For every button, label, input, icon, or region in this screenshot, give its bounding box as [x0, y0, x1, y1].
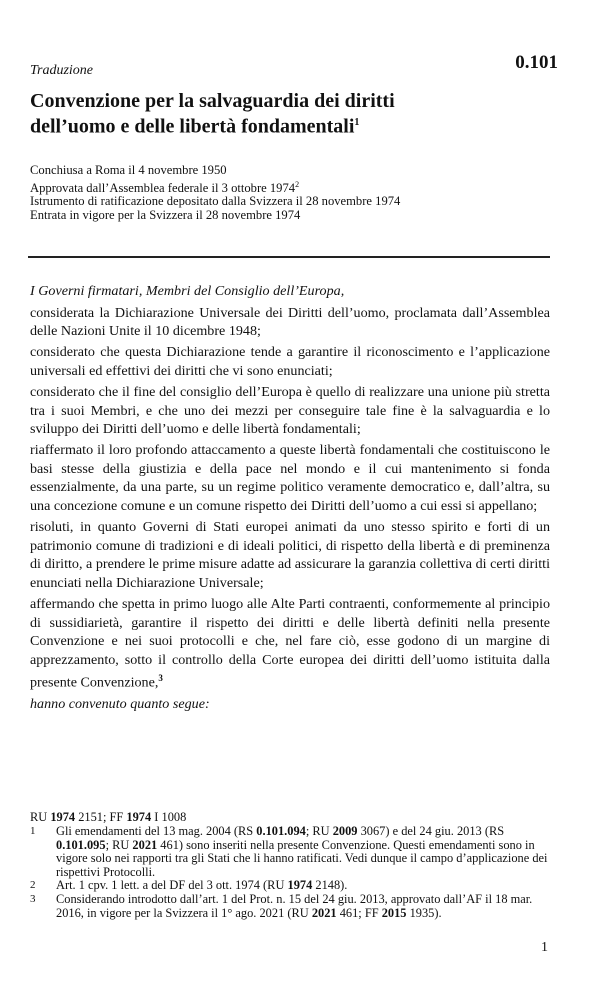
meta-ratification: Istrumento di ratificazione depositato dalla Svizzera il 28 novembre 1974 — [30, 194, 401, 209]
footnote-ref-2[interactable]: 2 — [295, 179, 300, 189]
meta-concluded: Conchiusa a Roma il 4 novembre 1950 — [30, 163, 227, 177]
preamble: I Governi firmatari, Membri del Consiglio dell’Europa, — [30, 283, 345, 299]
footnote-number: 2 — [30, 879, 36, 892]
title-line-2: dell’uomo e delle libertà fondamentali$^1$ — [30, 115, 360, 138]
footnote-ref-3[interactable]: 3 — [158, 673, 163, 684]
closing-formula: hanno convenuto quanto segue: — [30, 696, 210, 713]
recital-4: riaffermato il loro profondo attaccamento a queste libertà fondamentali che costituiscono le basi stesse della giustizia e della pace nel mondo e il cui mantenimento si fonda essenzialmente, da una parte, su un regime politico veramente democratico e, dall’altra, su una concezione comune e un comune rispetto dei Diritti dell’uomo a cui essi si appellano; — [30, 442, 550, 515]
recital-5: risoluti, in quanto Governi di Stati europei animati da uno stesso spirito e forti di un patrimonio comune di tradizioni e di ideali politici, di rispetto della libertà e di preminenza di diritto, a prendere le prime misure adatte ad assicurare la garanzia collettiva di certi diritti enunciati nella Dichiarazione Universale; — [30, 519, 550, 591]
recital-1: considerata la Dichiarazione Universale dei Diritti dell’uomo, proclamata dall’Assemblea delle Nazioni Unite il 10 dicembre 1948; — [30, 304, 550, 340]
document-meta — [30, 164, 570, 222]
footnote-ref-1[interactable]: 1 — [354, 117, 360, 128]
footnotes — [30, 825, 550, 920]
translation-label: Traduzione — [30, 63, 94, 78]
footnote-3: 3 Considerando introdotto dall’art. 1 del Prot. n. 15 del 24 giu. 2013, approvato dall’AF il 18 mar. 2016, in vigore per la Svizzera il 1° ago. 2021 (RU 2021 461; FF 2015 1935). — [30, 891, 533, 920]
document-body — [30, 282, 550, 716]
source-reference: RU 1974 2151; FF 1974 I 1008 — [30, 810, 187, 824]
footnote-2: 2 Art. 1 cpv. 1 lett. a del DF del 3 ott. 1974 (RU 1974 2148). — [30, 878, 348, 893]
meta-in-force: Entrata in vigore per la Svizzera il 28 novembre 1974 — [30, 207, 301, 222]
recital-2: considerato che questa Dichiarazione tende a garantire il riconoscimento e l’applicazione universali ed effettivi dei diritti che vi sono enunciati; — [30, 344, 550, 379]
document-number: 0.101 — [515, 52, 558, 73]
footnote-number: 1 — [30, 825, 36, 837]
recital-3: considerato che il fine del consiglio dell’Europa è quello di realizzare una unione più stretta tra i suoi Membri, e che uno dei mezzi per conseguire tale fine è la salvaguardia e lo sviluppo dei Diritti dell’uomo e delle libertà fondamentali; — [30, 383, 550, 438]
header-divider — [28, 256, 550, 258]
document-title — [30, 90, 550, 138]
footnote-number: 3 — [30, 892, 36, 905]
footnote-1: 1 Gli emendamenti del 13 mag. 2004 (RS 0.101.094; RU 2009 3067) e del 24 giu. 2013 (RS 0.101.095; RU 2021 461) sono inseriti nella presente Convenzione. Questi emendamenti sono in vigore solo nei rapporti tra gli Stati che li hanno ratificati. Vedi dunque il campo d’applicazione dei rispettivi Protocolli. — [30, 824, 548, 879]
title-line-1: Convenzione per la salvaguardia dei diritti — [30, 90, 395, 112]
meta-approved: Approvata dall’Assemblea federale il 3 ottobre 1974$^2$ — [30, 179, 300, 195]
page-number: 1 — [541, 940, 548, 955]
recital-6: affermando che spetta in primo luogo alle Alte Parti contraenti, conformemente al principio di sussidiarietà, garantire il rispetto dei diritti e delle libertà definiti nella presente Convenzione e nei suoi protocolli e che, nel fare ciò, esse godono di un margine di apprezzamento, sotto il controllo della Corte europea dei diritti dell’uomo istituita dalla presente Convenzione,$^3$ — [30, 596, 550, 692]
